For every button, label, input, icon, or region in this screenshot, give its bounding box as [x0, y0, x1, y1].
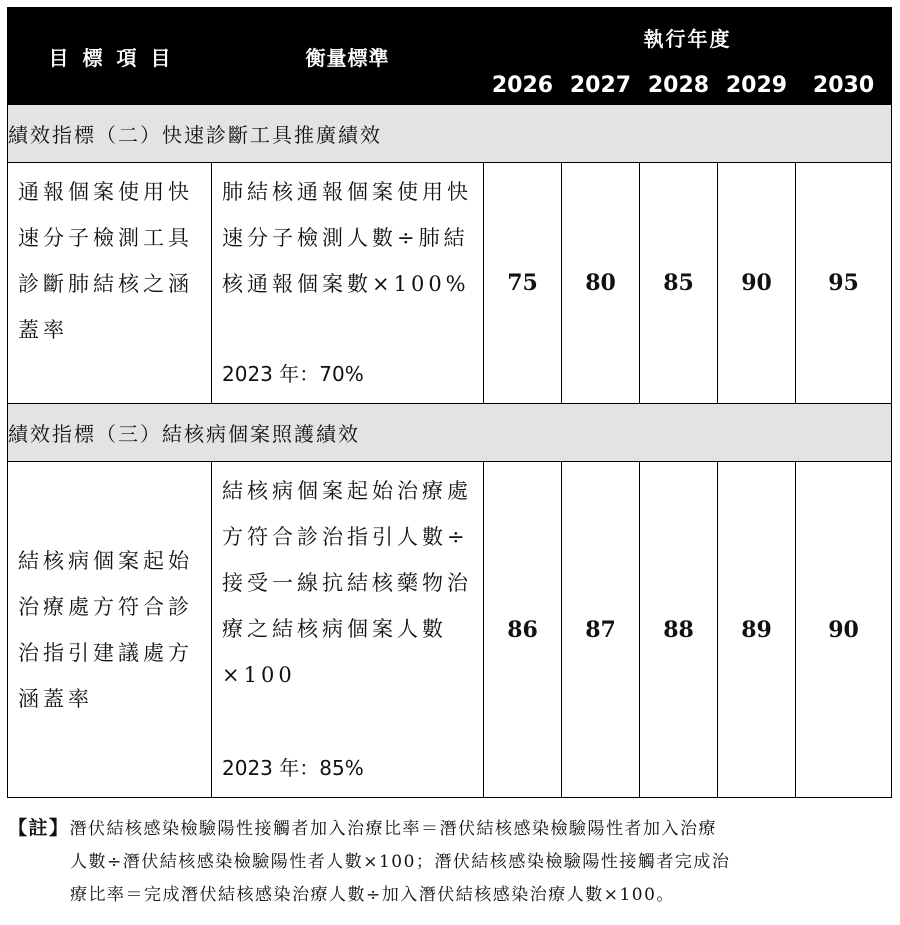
footnote-mark: 【註】: [8, 817, 70, 839]
standard-line: 接受一線抗結核藥物治: [222, 571, 472, 595]
standard-cell: [212, 163, 484, 404]
standard-cell: [212, 462, 484, 798]
target-value: 75: [484, 163, 562, 404]
header-year: 2030: [796, 66, 892, 105]
item-line: 診斷肺結核之涵: [18, 272, 193, 296]
item-cell: [8, 163, 212, 404]
item-line: 速分子檢測工具: [18, 226, 193, 250]
item-line: 治指引建議處方: [18, 640, 193, 665]
header-row-top: [8, 8, 892, 67]
footnote: [8, 812, 888, 912]
section-row: [8, 105, 892, 163]
kpi-table: [7, 7, 892, 798]
target-value: 88: [640, 462, 718, 798]
header-standard: 衡量標準: [212, 8, 484, 105]
footnote-text: 潛伏結核感染檢驗陽性接觸者加入治療比率＝潛伏結核感染檢驗陽性者加入治療: [69, 819, 718, 839]
target-value: 85: [640, 163, 718, 404]
footnote-line: 人數÷潛伏結核感染檢驗陽性者人數×100；潛伏結核感染檢驗陽性接觸者完成治: [70, 852, 731, 872]
baseline-value: 2023 年：70%: [222, 362, 364, 386]
item-cell: [8, 462, 212, 798]
target-value: 90: [796, 462, 892, 798]
section-row: [8, 404, 892, 462]
item-line: 結核病個案起始: [18, 548, 193, 573]
target-value: 86: [484, 462, 562, 798]
header-year: 2026: [484, 66, 562, 105]
standard-line: ×100: [222, 663, 296, 687]
header-year: 2027: [562, 66, 640, 105]
standard-line: 速分子檢測人數÷肺結: [222, 226, 469, 250]
item-line: 治療處方符合診: [18, 594, 193, 619]
footnote-line: 療比率＝完成潛伏結核感染治療人數÷加入潛伏結核感染治療人數×100。: [70, 885, 675, 905]
section-title: 績效指標（二）快速診斷工具推廣績效: [8, 105, 892, 163]
target-value: 89: [718, 462, 796, 798]
section-title: 績效指標（三）結核病個案照護績效: [8, 404, 892, 462]
header-item: 目標項目: [8, 8, 212, 105]
standard-line: 方符合診治指引人數÷: [222, 525, 469, 549]
standard-line: 結核病個案起始治療處: [222, 479, 472, 503]
table-row: [8, 462, 892, 798]
target-value: 80: [562, 163, 640, 404]
item-line: 蓋率: [18, 318, 68, 342]
table-row: [8, 163, 892, 404]
standard-line: 肺結核通報個案使用快: [222, 180, 472, 204]
header-year: 2028: [640, 66, 718, 105]
target-value: 90: [718, 163, 796, 404]
header-execution-year: 執行年度: [484, 8, 892, 67]
header-year: 2029: [718, 66, 796, 105]
target-value: 87: [562, 462, 640, 798]
standard-line: 核通報個案數×100%: [222, 272, 470, 296]
standard-line: 療之結核病個案人數: [222, 617, 447, 641]
baseline-value: 2023 年：85%: [222, 756, 364, 780]
item-line: 涵蓋率: [18, 686, 93, 711]
target-value: 95: [796, 163, 892, 404]
item-line: 通報個案使用快: [18, 180, 193, 204]
footnote-line: [8, 812, 888, 846]
